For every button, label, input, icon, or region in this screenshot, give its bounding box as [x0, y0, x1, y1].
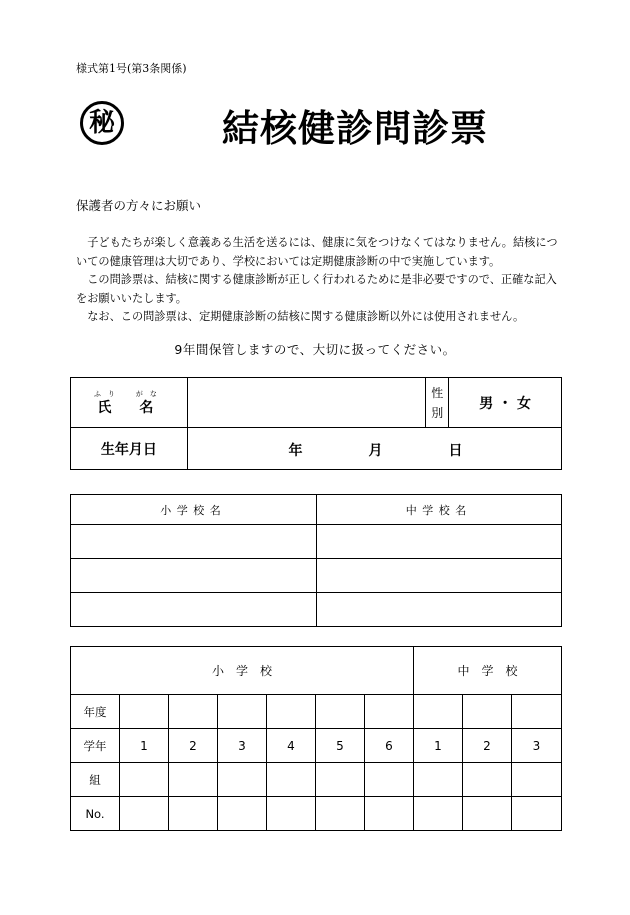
year-cell[interactable] [512, 695, 562, 729]
junior-school-field[interactable] [316, 559, 562, 593]
form-number: 様式第1号(第3条関係) [76, 62, 187, 75]
birthdate-field[interactable] [187, 428, 561, 470]
grade-number: 1 [414, 729, 463, 763]
junior-header: 中 学 校 [414, 647, 562, 695]
month-label: 月 [368, 442, 383, 459]
name-label-cell [71, 378, 188, 428]
personal-info-table [70, 377, 562, 470]
sex-label-bottom: 別 [431, 405, 444, 420]
grade-number: 5 [316, 729, 365, 763]
number-cell[interactable] [120, 797, 169, 831]
elementary-school-field[interactable] [71, 593, 317, 627]
number-cell[interactable] [169, 797, 218, 831]
year-cell[interactable] [463, 695, 512, 729]
class-cell[interactable] [414, 763, 463, 797]
day-label: 日 [448, 442, 463, 459]
number-cell[interactable] [512, 797, 562, 831]
row-label-class: 組 [71, 763, 120, 797]
year-cell[interactable] [267, 695, 316, 729]
grade-record-table [70, 646, 562, 831]
class-cell[interactable] [218, 763, 267, 797]
number-cell[interactable] [267, 797, 316, 831]
grade-number: 2 [169, 729, 218, 763]
intro-paragraph: この問診票は、結核に関する健康診断が正しく行われるために是非必要ですので、正確な記入をお願いいたします。 [76, 273, 557, 305]
name-ruby: ふり がな [93, 389, 164, 398]
number-cell[interactable] [463, 797, 512, 831]
greeting: 保護者の方々にお願い [76, 198, 202, 213]
junior-school-field[interactable] [316, 593, 562, 627]
year-cell[interactable] [414, 695, 463, 729]
number-cell[interactable] [316, 797, 365, 831]
year-cell[interactable] [218, 695, 267, 729]
row-label-number: No. [71, 797, 120, 831]
name-label: 氏 名 [97, 399, 161, 416]
intro-paragraph: なお、この問診票は、定期健康診断の結核に関する健康診断以外には使用されません。 [87, 310, 525, 323]
intro-text [76, 234, 564, 327]
school-names-table [70, 494, 562, 627]
sex-label-cell [426, 378, 449, 428]
storage-notice: 9年間保管しますので、大切に扱ってください。 [174, 342, 456, 357]
class-cell[interactable] [169, 763, 218, 797]
class-cell[interactable] [463, 763, 512, 797]
grade-number: 1 [120, 729, 169, 763]
number-cell[interactable] [218, 797, 267, 831]
name-field[interactable] [187, 378, 425, 428]
grade-number: 3 [512, 729, 562, 763]
year-cell[interactable] [169, 695, 218, 729]
year-cell[interactable] [365, 695, 414, 729]
class-cell[interactable] [316, 763, 365, 797]
grade-number: 2 [463, 729, 512, 763]
year-label: 年 [288, 442, 303, 459]
elementary-header: 小 学 校 [71, 647, 414, 695]
page-title: 結核健診問診票 [222, 107, 488, 150]
junior-school-header: 中学校名 [316, 495, 562, 525]
elementary-school-header: 小学校名 [71, 495, 317, 525]
intro-paragraph: 子どもたちが楽しく意義ある生活を送るには、健康に気をつけなくてはなりません。結核についての健康管理は大切であり、学校においては定期健康診断の中で実施しています。 [76, 236, 558, 268]
birthdate-label: 生年月日 [71, 428, 188, 470]
grade-number: 6 [365, 729, 414, 763]
sex-label-top: 性 [431, 385, 444, 400]
grade-number: 3 [218, 729, 267, 763]
number-cell[interactable] [414, 797, 463, 831]
grade-number: 4 [267, 729, 316, 763]
class-cell[interactable] [365, 763, 414, 797]
confidential-mark: 秘 [80, 101, 124, 145]
class-cell[interactable] [512, 763, 562, 797]
class-cell[interactable] [120, 763, 169, 797]
number-cell[interactable] [365, 797, 414, 831]
elementary-school-field[interactable] [71, 559, 317, 593]
elementary-school-field[interactable] [71, 525, 317, 559]
row-label-grade: 学年 [71, 729, 120, 763]
year-cell[interactable] [316, 695, 365, 729]
junior-school-field[interactable] [316, 525, 562, 559]
class-cell[interactable] [267, 763, 316, 797]
row-label-year: 年度 [71, 695, 120, 729]
year-cell[interactable] [120, 695, 169, 729]
sex-options[interactable]: 男 ・ 女 [449, 378, 562, 428]
